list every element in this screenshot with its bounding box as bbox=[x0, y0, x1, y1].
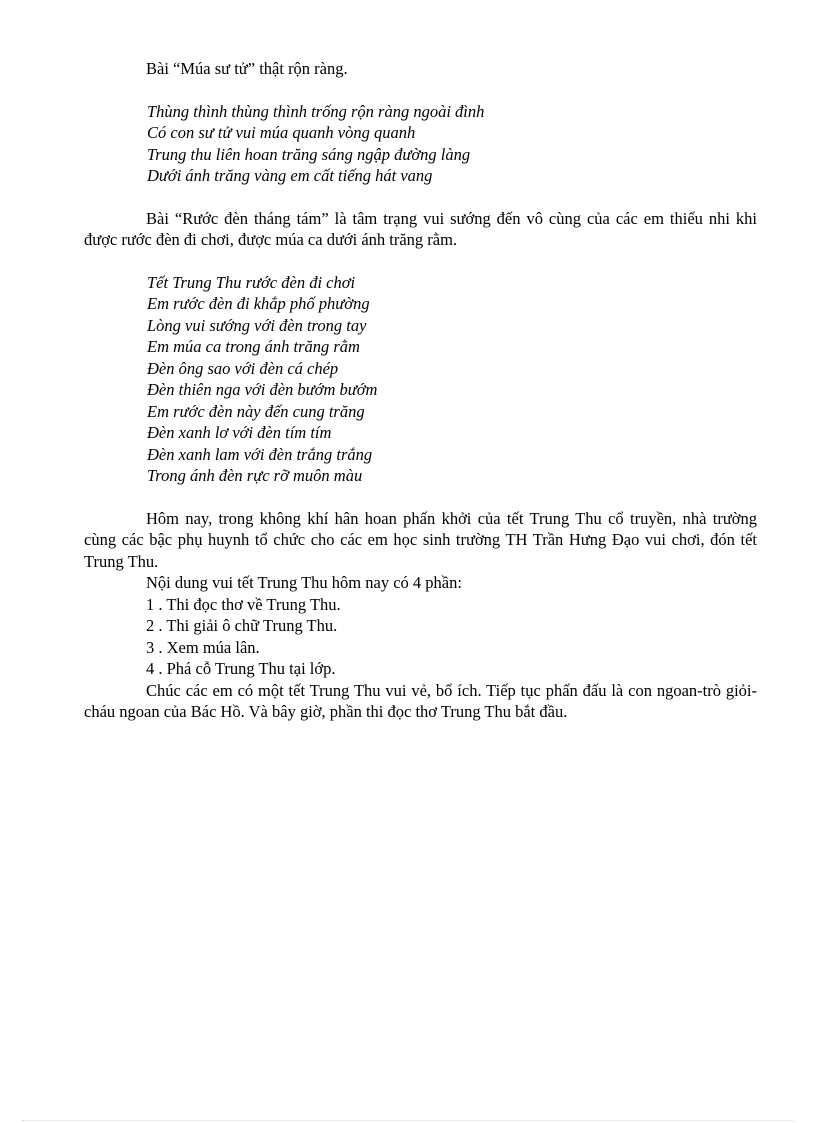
paragraph-chuc: Chúc các em có một tết Trung Thu vui vẻ, bổ ích. Tiếp tục phấn đấu là con ngoan-trò giỏi-cháu ngoan của Bác Hồ. Và bây giờ, phần thi đọc thơ Trung Thu bắt đầu. bbox=[84, 680, 757, 721]
document-body bbox=[84, 58, 757, 723]
spacer bbox=[84, 187, 757, 208]
poem-line: Trong ánh đèn rực rỡ muôn màu bbox=[147, 466, 363, 485]
program-list bbox=[84, 594, 757, 680]
poem-line: Thùng thình thùng thình trống rộn ràng ngoài đình bbox=[147, 101, 485, 121]
program-item: 2 . Thi giải ô chữ Trung Thu. bbox=[146, 616, 338, 635]
poem-ruoc-den bbox=[147, 272, 757, 487]
poem-line: Em rước đèn đi khắp phố phường bbox=[147, 294, 370, 313]
spacer bbox=[84, 487, 757, 508]
program-item: 1 . Thi đọc thơ về Trung Thu. bbox=[146, 594, 341, 614]
spacer bbox=[84, 80, 757, 101]
page-bottom-divider bbox=[22, 1120, 794, 1121]
poem-line: Đèn xanh lam với đèn trắng trắng bbox=[147, 444, 373, 464]
poem-line: Đèn ông sao với đèn cá chép bbox=[147, 358, 339, 378]
poem-line: Đèn thiên nga với đèn bướm bướm bbox=[147, 380, 378, 399]
poem-line: Dưới ánh trăng vàng em cất tiếng hát vang bbox=[147, 166, 433, 185]
program-item: 4 . Phá cỗ Trung Thu tại lớp. bbox=[146, 659, 336, 678]
poem-mua-su-tu bbox=[147, 101, 757, 187]
poem-line: Tết Trung Thu rước đèn đi chơi bbox=[147, 272, 356, 292]
paragraph-noi-dung: Nội dung vui tết Trung Thu hôm nay có 4 phần: bbox=[146, 573, 462, 592]
poem-line: Em múa ca trong ánh trăng rằm bbox=[147, 337, 360, 356]
poem-line: Có con sư tử vui múa quanh vòng quanh bbox=[147, 123, 416, 142]
program-item: 3 . Xem múa lân. bbox=[146, 637, 260, 657]
intro-ruoc-den: Bài “Rước đèn tháng tám” là tâm trạng vui sướng đến vô cùng của các em thiếu nhi khi được rước đèn đi chơi, được múa ca dưới ánh trăng rằm. bbox=[84, 208, 757, 249]
paragraph-hom-nay: Hôm nay, trong không khí hân hoan phấn khởi của tết Trung Thu cổ truyền, nhà trường cùng các bậc phụ huynh tổ chức cho các em học sinh trường TH Trần Hưng Đạo vui chơi, đón tết Trung Thu. bbox=[84, 508, 757, 571]
poem-line: Trung thu liên hoan trăng sáng ngập đường làng bbox=[147, 144, 471, 164]
poem-line: Em rước đèn này đến cung trăng bbox=[147, 401, 365, 421]
intro-mua-su-tu: Bài “Múa sư tử” thật rộn ràng. bbox=[146, 59, 348, 78]
spacer bbox=[84, 251, 757, 272]
poem-line: Lòng vui sướng với đèn trong tay bbox=[147, 315, 367, 335]
poem-line: Đèn xanh lơ với đèn tím tím bbox=[147, 423, 332, 442]
